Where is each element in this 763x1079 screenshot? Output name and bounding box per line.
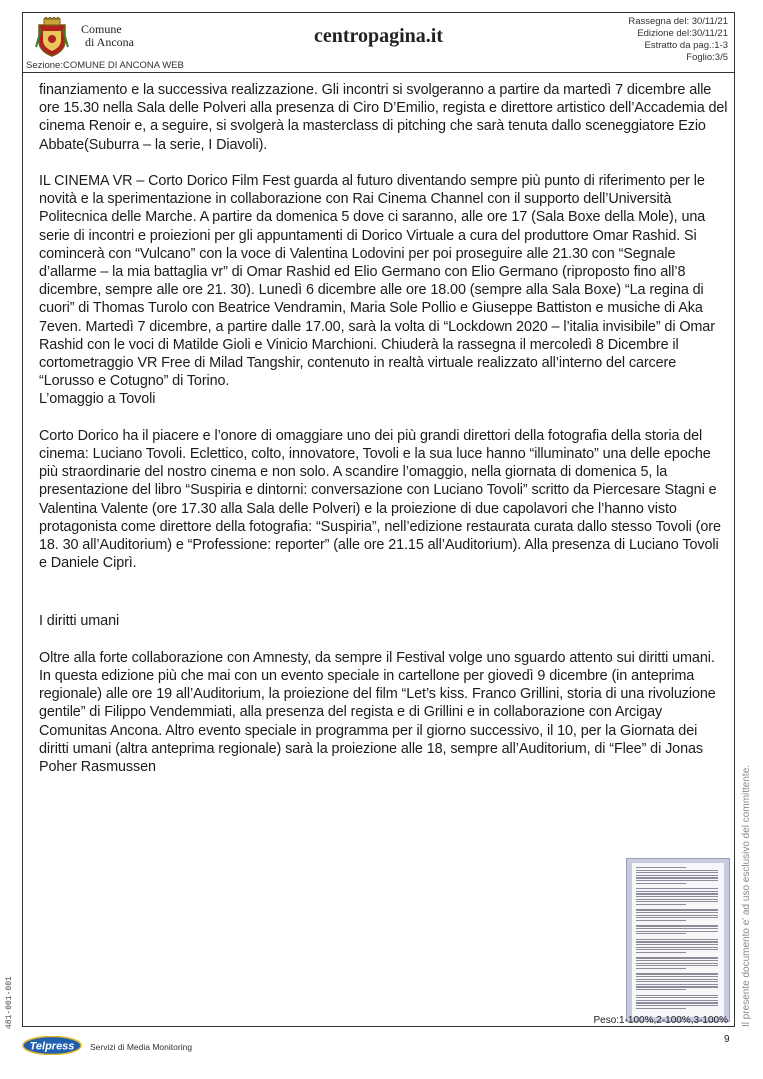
thumbnail-text-line <box>636 949 718 950</box>
thumbnail-text-line <box>636 997 718 998</box>
thumbnail-text-line <box>636 901 718 902</box>
thumbnail-text-line <box>636 947 718 948</box>
header <box>23 13 734 63</box>
thumbnail-text-line <box>636 979 718 980</box>
logo-line-2: di Ancona <box>85 35 134 49</box>
publication-title: centropagina.it <box>313 25 444 47</box>
thumbnail-text-line <box>636 928 718 929</box>
thumbnail-text-line <box>636 909 718 910</box>
thumbnail-text-line <box>636 1005 718 1006</box>
servizi-label: Servizi di Media Monitoring <box>90 1042 193 1052</box>
thumbnail-text-line <box>636 899 718 900</box>
thumbnail-text-line <box>636 920 686 921</box>
thumbnail-text-line <box>636 912 718 913</box>
thumbnail-text-line <box>636 952 686 953</box>
paragraph: IL CINEMA VR – Corto Dorico Film Fest guarda al futuro diventando sempre più punto di riferimento per le novità e la sperimentazione in collaborazione con Rai Cinema Channel con il supporto dell’Università Politecnica delle Marche. A partire da domenica 5 dove ci saranno, alle ore 17 (Sala Boxe della Mole), una serie di incontri e proiezioni per gli appuntamenti di Dorico Virtuale a cura del produttore Omar Rashid. Si comincerà con “Vulcano” con la voce di Valentina Lodovini per poi proseguire alle 21.30 con “Segnale d’allarme – la mia battaglia vr” di Omar Rashid ed Elio Germano con Elio Germano (riproposto fino all’8 dicembre, sempre alle ore 21. 30). Lunedì 6 dicembre alle ore 18.00 (sempre alla Sala Boxe) “La regina di cuori” di Thomas Turolo con Beatrice Vendramin, Maria Sole Pollio e Giuseppe Battiston e musiche di Aka 7even. Martedì 7 dicembre, a partire dalle 17.00, sarà la volta di “Lockdown 2020 – l’italia invisibile” di Omar Rashid con le voci di Matilde Gioli e Vinicio Marchioni. Chiuderà la rassegna il mercoledì 8 Dicembre il cortometraggio VR Free di Milad Tangshir, contenuto in realtà virtuale realizzato all’interno del carcere “Lorusso e Cotugno” di Torino. <box>39 173 715 390</box>
thumbnail-text-line <box>636 925 718 926</box>
paragraph: Oltre alla forte collaborazione con Amnesty, da sempre il Festival volge uno sguardo attento sui diritti umani. In questa edizione più che mai con un evento speciale in cartellone per giovedì 9 dicembre (in anteprima regionale) alle ore 19 all’Auditorium, la proiezione del film “Let’s kiss. Franco Grillini, storia di una rivoluzione gentile” di Filippo Vendemmiati, alla presenza del regista e di Grillini e in collaborazione con Arcigay Comunitas Ancona. Altro evento speciale in programma per il giorno successivo, il 10, per la Giornata dei diritti umani (altra anteprima regionale) sarà la proiezione alle 18, sempre all’Auditorium, di “Flee” di Jonas Poher Rasmussen <box>39 649 716 776</box>
thumbnail-page <box>632 863 724 1017</box>
subheading: I diritti umani <box>39 613 120 630</box>
thumbnail-text-line <box>636 1008 686 1009</box>
thumbnail-text-line <box>636 965 718 966</box>
thumbnail-text-line <box>636 1000 718 1001</box>
thumbnail-text-line <box>636 891 718 892</box>
thumbnail-text-line <box>636 986 718 987</box>
thumbnail-text-line <box>636 973 718 974</box>
thumbnail-text-line <box>636 867 686 868</box>
clipping-frame <box>22 12 735 1027</box>
thumbnail-text-line <box>636 883 686 884</box>
clipping-meta <box>628 16 728 64</box>
paragraph: Corto Dorico ha il piacere e l’onore di omaggiare uno dei più grandi direttori della fotografia della storia del cinema: Luciano Tovoli. Eclettico, colto, innovatore, Tovoli e la sua luce hanno “illuminato” una delle epoche più straordinarie del nostro cinema e non solo. A scandire l’omaggio, nella giornata di domenica 5, la presentazione del libro “Suspiria e dintorni: conversazione con Luciano Tovoli” scritto da Piercesare Stagni e Valentina Valente (ore 17.30 alla Sala delle Polveri) e la proiezione di due capolavori che l’hanno visto protagonista come direttore della fotografia: “Suspiria”, nell’edizione restaurata curata dallo stesso Tovoli (ore 18. 30 all’Auditorium) e “Professione: reporter” (alle ore 21.15 all’Auditorium). Alla presenza di Luciano Tovoli e Daniele Ciprì. <box>39 427 721 572</box>
thumbnail-text-line <box>636 888 718 889</box>
page-thumbnail <box>626 858 730 1022</box>
thumbnail-text-line <box>636 931 718 932</box>
thumbnail-text-line <box>636 963 718 964</box>
thumbnail-text-line <box>636 968 686 969</box>
thumbnail-text-line <box>636 877 718 878</box>
thumbnail-text-line <box>636 896 718 897</box>
thumbnail-text-line <box>636 872 718 873</box>
disclaimer-vertical: Il presente documento e' ad uso esclusivo del committente. <box>741 764 752 1027</box>
thumbnail-text-line <box>636 989 686 990</box>
thumbnail-text-line <box>636 939 718 940</box>
thumbnail-text-line <box>636 981 718 982</box>
thumbnail-text-line <box>636 915 718 916</box>
thumbnail-text-line <box>636 941 718 942</box>
subheading: L’omaggio a Tovoli <box>39 391 156 408</box>
page-number: 9 <box>724 1034 730 1045</box>
article-body <box>39 81 729 776</box>
foglio: Foglio:3/5 <box>686 52 728 63</box>
estratto-pages: Estratto da pag.:1-3 <box>644 40 728 51</box>
thumbnail-text-line <box>636 984 718 985</box>
thumbnail-text-line <box>636 875 718 876</box>
edizione-date: Edizione del:30/11/21 <box>637 28 728 39</box>
thumbnail-text-line <box>636 957 718 958</box>
telpress-logo-icon <box>22 1036 82 1055</box>
section-label: Sezione:COMUNE DI ANCONA WEB <box>26 60 184 71</box>
thumbnail-text-line <box>636 917 718 918</box>
peso-label: Peso:1-100%,2-100%,3-100% <box>593 1015 728 1026</box>
thumbnail-text-line <box>636 893 718 894</box>
thumbnail-text-line <box>636 960 718 961</box>
paragraph: finanziamento e la successiva realizzazione. Gli incontri si svolgeranno a partire da martedì 7 dicembre alle ore 15.30 nella Sala delle Polveri alla presenza di Ciro D’Emilio, regista e direttore artistico dell’Accademia del cinema Renoir e, a seguire, si svolgerà la masterclass di pitching che sarà tenuta dallo sceneggiatore Ezio Abbate(Suburra – la serie, I Diavoli). <box>39 82 728 153</box>
thumbnail-text-line <box>636 870 718 871</box>
document-code: 481-001-001 <box>5 976 14 1029</box>
header-divider <box>23 72 734 73</box>
thumbnail-text-line <box>636 976 718 977</box>
thumbnail-text-line <box>636 1002 718 1003</box>
telpress-logo-text: Telpress <box>29 1040 75 1053</box>
logo-line-1: Comune <box>81 22 122 36</box>
thumbnail-text-line <box>636 944 718 945</box>
thumbnail-text-line <box>636 904 686 905</box>
rassegna-date: Rassegna del: 30/11/21 <box>628 16 728 27</box>
thumbnail-text-line <box>636 880 718 881</box>
thumbnail-text-line <box>636 933 686 934</box>
thumbnail-text-line <box>636 995 718 996</box>
